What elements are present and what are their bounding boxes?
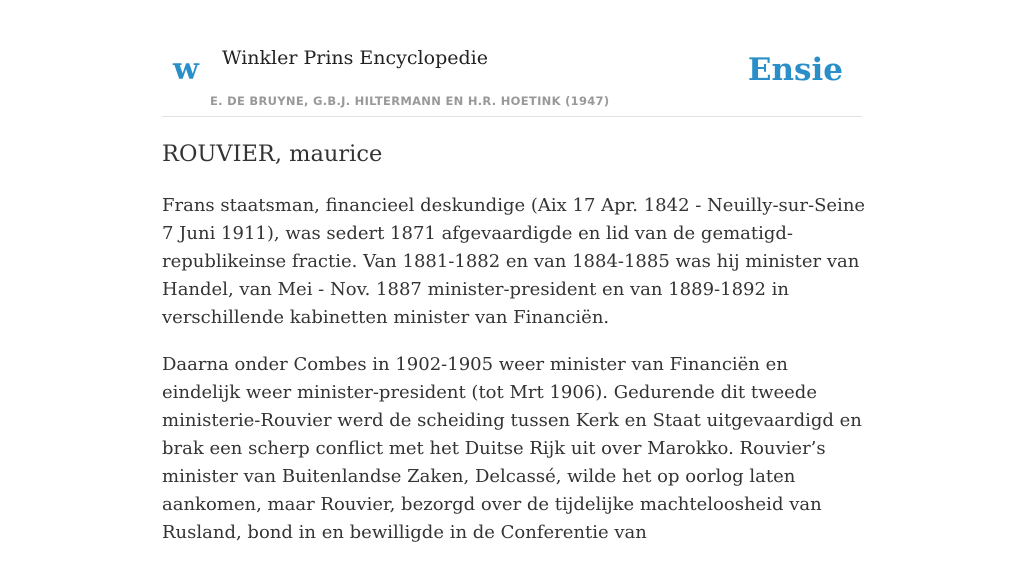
article-paragraph: Frans staatsman, financieel deskundige (Aix 17 Apr. 1842 - Neuilly-sur-Seine 7 Juni 1911), was sedert 1871 afgevaardigde en lid van de gematigd-republikeinse fractie. Van 1881-1882 en van 1884-1885 was hij minister van Handel, van Mei - Nov. 1887 minister-president en van 1889-1892 in verschillende kabinetten minister van Financiën.: [162, 195, 866, 328]
article: [162, 132, 867, 566]
source-title[interactable]: Winkler Prins Encyclopedie: [222, 47, 488, 69]
article-paragraph: Daarna onder Combes in 1902-1905 weer minister van Financiën en eindelijk weer minister-president (tot Mrt 1906). Gedurende dit tweede ministerie-Rouvier werd de scheiding tussen Kerk en Staat uitgevaardigd en brak een scherp conflict met het Duitse Rijk uit over Marokko. Rouvier’s minister van Buitenlandse Zaken, Delcassé, wilde het op oorlog laten aankomen, maar Rouvier, bezorgd over de tijdelijke machteloosheid van Rusland, bond in en bewilligde in de Conferentie van: [162, 354, 862, 543]
source-authors: E. DE BRUYNE, G.B.J. HILTERMANN EN H.R. HOETINK (1947): [210, 94, 610, 108]
winkler-prins-logo-icon[interactable]: w: [173, 52, 199, 87]
article-title: ROUVIER, maurice: [162, 141, 383, 167]
ensie-logo[interactable]: Ensie: [747, 52, 843, 88]
source-header: [162, 0, 862, 117]
